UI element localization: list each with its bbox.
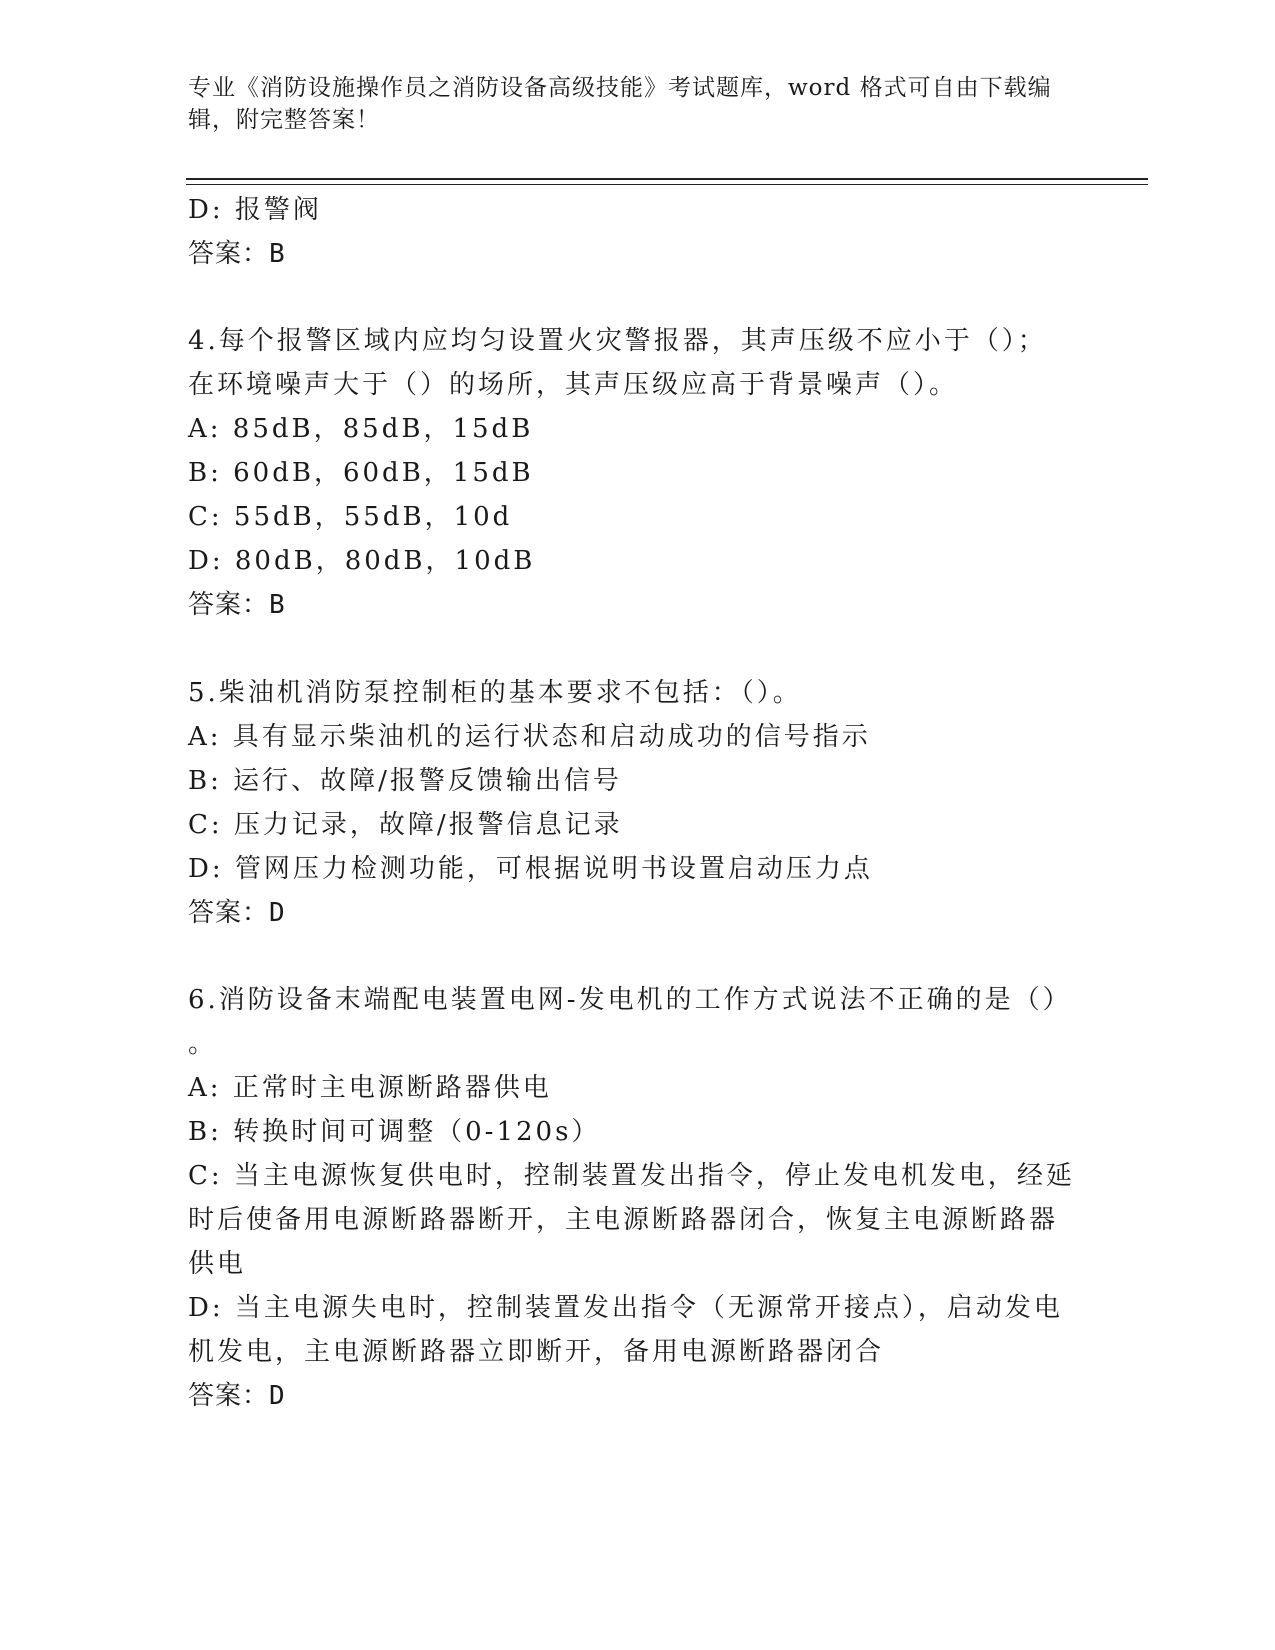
q6-option-d-line-1: D: 当主电源失电时，控制装置发出指令（无源常开接点），启动发电: [188, 1293, 1063, 1323]
q6-option-c-line-2: 时后使备用电源断路器断开，主电源断路器闭合，恢复主电源断路器: [188, 1205, 1059, 1235]
q4-stem-line-2: 在环境噪声大于（）的场所，其声压级应高于背景噪声（）。: [188, 370, 959, 400]
q6-option-c-line-3: 供电: [188, 1249, 247, 1279]
q6-answer: 答案：D: [188, 1381, 286, 1411]
q5-option-b: B: 运行、故障/报警反馈输出信号: [188, 766, 622, 796]
q5-option-a: A: 具有显示柴油机的运行状态和启动成功的信号指示: [188, 722, 871, 752]
q6-option-d-line-2: 机发电，主电源断路器立即断开，备用电源断路器闭合: [188, 1337, 885, 1367]
header-rule-thick: [186, 178, 1148, 180]
q6-stem-line-1: 6.消防设备末端配电装置电网-发电机的工作方式说法不正确的是（）: [188, 985, 1072, 1015]
q5-option-d: D: 管网压力检测功能，可根据说明书设置启动压力点: [188, 854, 873, 884]
q5-answer: 答案：D: [188, 898, 286, 928]
document-header: [188, 72, 1068, 136]
q4-option-d: D: 80dB，80dB，10dB: [188, 546, 536, 576]
q4-option-b: B: 60dB，60dB，15dB: [188, 458, 534, 488]
q4-answer: 答案：B: [188, 590, 286, 620]
q6-option-c-line-1: C: 当主电源恢复供电时，控制装置发出指令，停止发电机发电，经延: [188, 1161, 1075, 1191]
q4-option-c: C: 55dB，55dB，10d: [188, 502, 513, 532]
header-line-1: 专业《消防设施操作员之消防设备高级技能》考试题库，word 格式可自由下载编: [188, 75, 1052, 101]
q4-option-a: A: 85dB，85dB，15dB: [188, 414, 534, 444]
q4-stem-line-1: 4.每个报警区域内应均匀设置火灾警报器，其声压级不应小于（）；: [188, 326, 1047, 356]
q5-stem: 5.柴油机消防泵控制柜的基本要求不包括：（）。: [188, 678, 802, 708]
q3-answer: 答案：B: [188, 239, 286, 269]
header-line-2: 辑，附完整答案！: [188, 107, 380, 133]
q6-stem-line-2: 。: [188, 1029, 218, 1059]
q5-option-c: C: 压力记录，故障/报警信息记录: [188, 810, 623, 840]
q6-option-b: B: 转换时间可调整（0-120s）: [188, 1117, 601, 1147]
q3-option-d: D: 报警阀: [188, 195, 322, 225]
header-rule-thin: [186, 184, 1148, 185]
q6-option-a: A: 正常时主电源断路器供电: [188, 1073, 552, 1103]
